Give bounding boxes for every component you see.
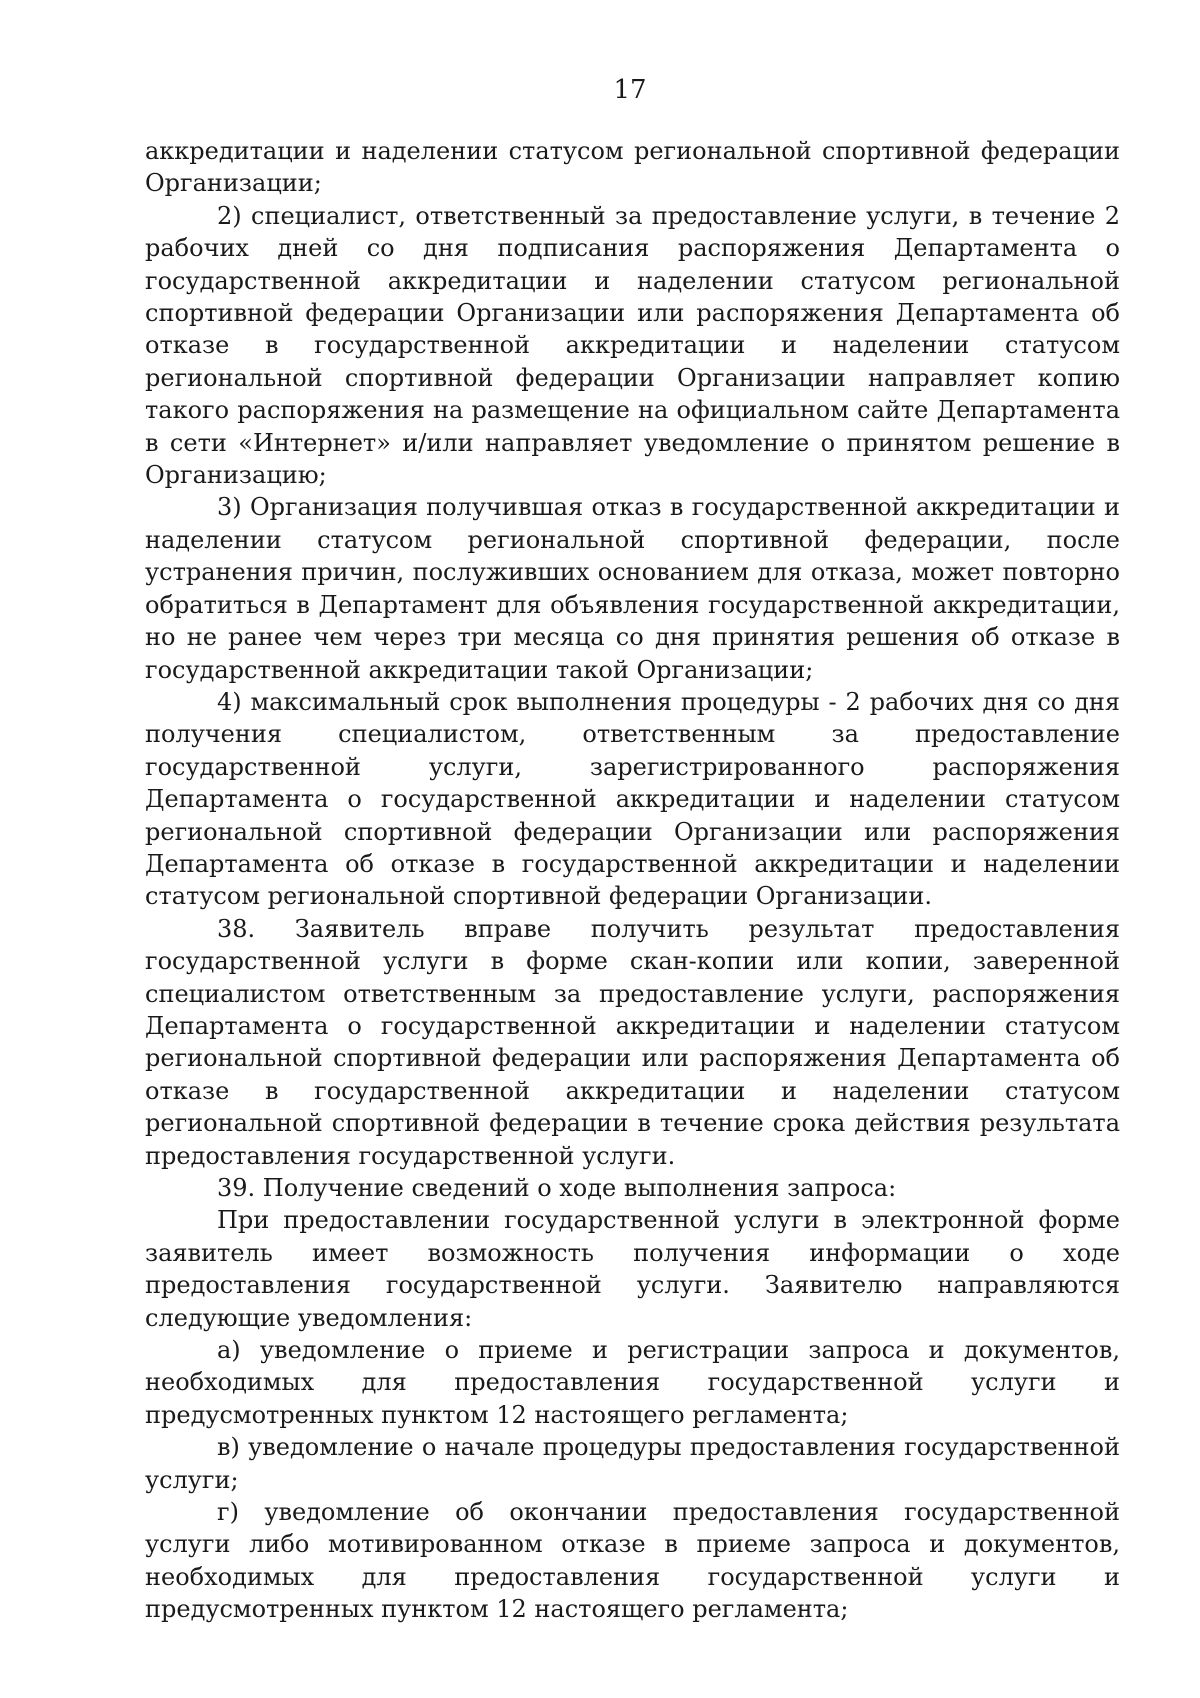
paragraph-item-4: 4) максимальный срок выполнения процедуры - 2 рабочих дня со дня получения специалистом, ответственным за предоставление государственной услуги, зарегистрированного распоряжения Департамента о государственной аккредитации и наделении статусом региональной спортивной федерации Организации или распоряжения Департамента об отказе в государственной аккредитации и наделении статусом региональной спортивной федерации Организации. (145, 687, 1120, 911)
paragraph-item-2: 2) специалист, ответственный за предоставление услуги, в течение 2 рабочих дней со дня подписания распоряжения Департамента о государственной аккредитации и наделении статусом региональной спортивной федерации Организации или распоряжения Департамента об отказе в государственной аккредитации и наделении статусом региональной спортивной федерации Организации направляет копию такого распоряжения на размещение на официальном сайте Департамента в сети «Интернет» и/или направляет уведомление о принятом решение в Организацию; (145, 201, 1120, 490)
paragraph-notice-v: в) уведомление о начале процедуры предоставления государственной услуги; (145, 1433, 1120, 1494)
paragraph-notice-a: а) уведомление о приеме и регистрации запроса и документов, необходимых для предоставления государственной услуги и предусмотренных пунктом 12 настоящего регламента; (145, 1336, 1120, 1429)
paragraph-clause-39: 39. Получение сведений о ходе выполнения запроса: (217, 1174, 897, 1202)
document-body (145, 135, 1120, 1626)
paragraph-notice-g: г) уведомление об окончании предоставления государственной услуги либо мотивированном отказе в приеме запроса и документов, необходимых для предоставления государственной услуги и предусмотренных пунктом 12 настоящего регламента; (145, 1498, 1120, 1624)
paragraph-clause-38: 38. Заявитель вправе получить результат предоставления государственной услуги в форме скан-копии или копии, заверенной специалистом ответственным за предоставление услуги, распоряжения Департамента о государственной аккредитации и наделении статусом региональной спортивной федерации или распоряжения Департамента об отказе в государственной аккредитации и наделении статусом региональной спортивной федерации в течение срока действия результата предоставления государственной услуги. (145, 914, 1120, 1170)
paragraph-electronic-form: При предоставлении государственной услуги в электронной форме заявитель имеет возможность получения информации о ходе предоставления государственной услуги. Заявителю направляются следующие уведомления: (145, 1206, 1120, 1332)
paragraph-item-3: 3) Организация получившая отказ в государственной аккредитации и наделении статусом региональной спортивной федерации, после устранения причин, послуживших основанием для отказа, может повторно обратиться в Департамент для объявления государственной аккредитации, но не ранее чем через три месяца со дня принятия решения об отказе в государственной аккредитации такой Организации; (145, 493, 1120, 684)
page-number: 17 (613, 75, 647, 105)
paragraph-continuation: аккредитации и наделении статусом региональной спортивной федерации Организации; (145, 137, 1120, 198)
